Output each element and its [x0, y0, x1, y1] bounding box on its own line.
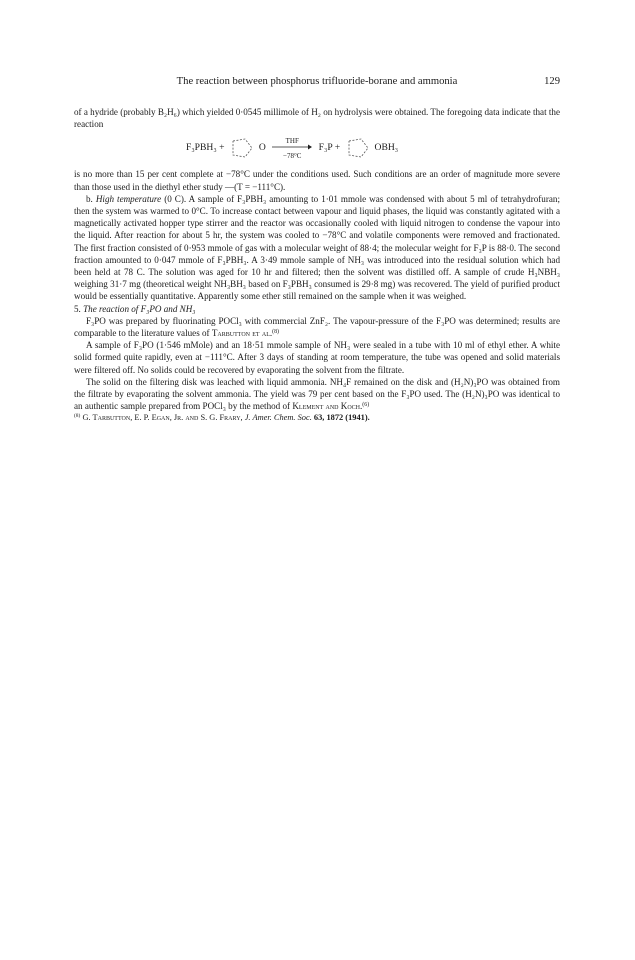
footnote-ref: (8) — [74, 413, 81, 420]
footnote — [74, 412, 560, 424]
cited-author: Tarbutton et al. — [211, 328, 273, 339]
paragraph — [74, 376, 560, 413]
ring-oxygen: O — [258, 142, 266, 154]
thf-ring-icon — [347, 138, 373, 158]
section-title: The reaction of F₃PO and NH₃ — [83, 303, 196, 314]
paragraph: A sample of F₃PO (1·546 mMole) and an 18·51 mmole sample of NH₃ were sealed in a tube with 10 ml of ethyl ether. A white solid formed quite rapidly, even at −111°C. After 3 days of standing at room temperature, the tube was opened and solid materials were filtered off. No solids could be recovered by evaporating the solvent from the filtrate. — [74, 340, 560, 375]
paragraph-text: A sample of F₃PBH₃ amounting to 1·01 mmole was condensed with about 5 ml of tetrahydrofuran; then the system was warmed to 0°C. To increase contact between vapour and liquid phases, the liquid was constantly agitated with a magnetically activated hopper type stirrer and the reactor was occasionally cooled with liquid nitrogen to condense the vapour into the liquid. After reaction for about 5 hr, the system was cooled to −78°C and volatile components were removed and fractionated. The first fraction consisted of 0·953 mmole of gas with a molecular weight of 88·4; the molecular weight for F₃P is 88·0. The second fraction amounted to 0·047 mmole of F₃PBH₃. A 3·49 mmole sample of NH₃ was introduced into the residual solution which had been held at 78 C. The solution was aged for 10 hr and filtered; then the solvent was distilled off. A sample of crude H₃NBH₃ weighing 31·7 mg (theoretical weight NH₃BH₃ based on F₃PBH₃ consumed is 29·8 mg) was recovered. The yield of purified product would be essentially quantitative. Apparently some ether still remained on the sample when it was weighed. — [74, 193, 560, 302]
paragraph — [74, 193, 560, 303]
footnote-journal: J. Amer. Chem. Soc. — [244, 413, 312, 423]
cited-author: Klement and Koch. — [292, 401, 363, 412]
item-label: b. — [86, 193, 93, 204]
arrow-condition-top: THF — [285, 137, 299, 146]
footnote-authors: G. Tarbutton, E. P. Egan, Jr. and S. G. Frary, — [82, 413, 243, 423]
ring-oxygen-borane: OBH₃ — [374, 142, 399, 154]
running-title: The reaction between phosphorus trifluoride-borane and ammonia — [176, 76, 458, 87]
equation-product: F₃P + — [318, 142, 341, 154]
arrow-condition-bottom: −78°C — [283, 152, 302, 161]
section-number: 5. — [74, 303, 81, 314]
subsection-title-suffix: (0 C). — [164, 193, 187, 204]
paragraph: of a hydride (probably B₂H₆) which yielded 0·0545 millimole of H₂ on hydrolysis were obtained. The foregoing data indicate that the reaction — [74, 107, 560, 130]
reaction-arrow — [272, 137, 312, 161]
paragraph: is no more than 15 per cent complete at −78°C under the conditions used. Such conditions are an order of magnitude more severe than those used in the diethyl ether study —(T = −111°C). — [74, 169, 560, 192]
running-header — [74, 76, 560, 90]
citation-ref: (8) — [272, 329, 280, 336]
reaction-equation — [74, 136, 560, 164]
thf-ring-icon — [231, 138, 257, 158]
section-heading — [74, 303, 560, 315]
article-body — [74, 106, 560, 425]
paragraph — [74, 315, 560, 339]
paragraph-text: The solid on the filtering disk was leached with liquid ammonia. NH₄F remained on the disk and (H₂N)₃PO was obtained from the filtrate by evaporating the solvent ammonia. The yield was 79 per cent based on the F₃PO used. The (H₂N)₃PO was identical to an authentic sample prepared from POCl₃ by the method of — [74, 376, 560, 412]
footnote-citation: 63, 1872 (1941). — [313, 413, 370, 423]
paragraph-text: F₃PO was prepared by fluorinating POCl₃ with commercial ZnF₂. The vapour-pressure of the F₃PO was determined; results are comparable to the literature values of — [74, 315, 560, 339]
equation-reactant: F₃PBH₃ + — [186, 142, 225, 154]
subsection-title: High temperature — [95, 193, 162, 204]
citation-ref: (6) — [362, 402, 370, 409]
page-number: 129 — [544, 76, 560, 87]
page — [74, 76, 560, 425]
